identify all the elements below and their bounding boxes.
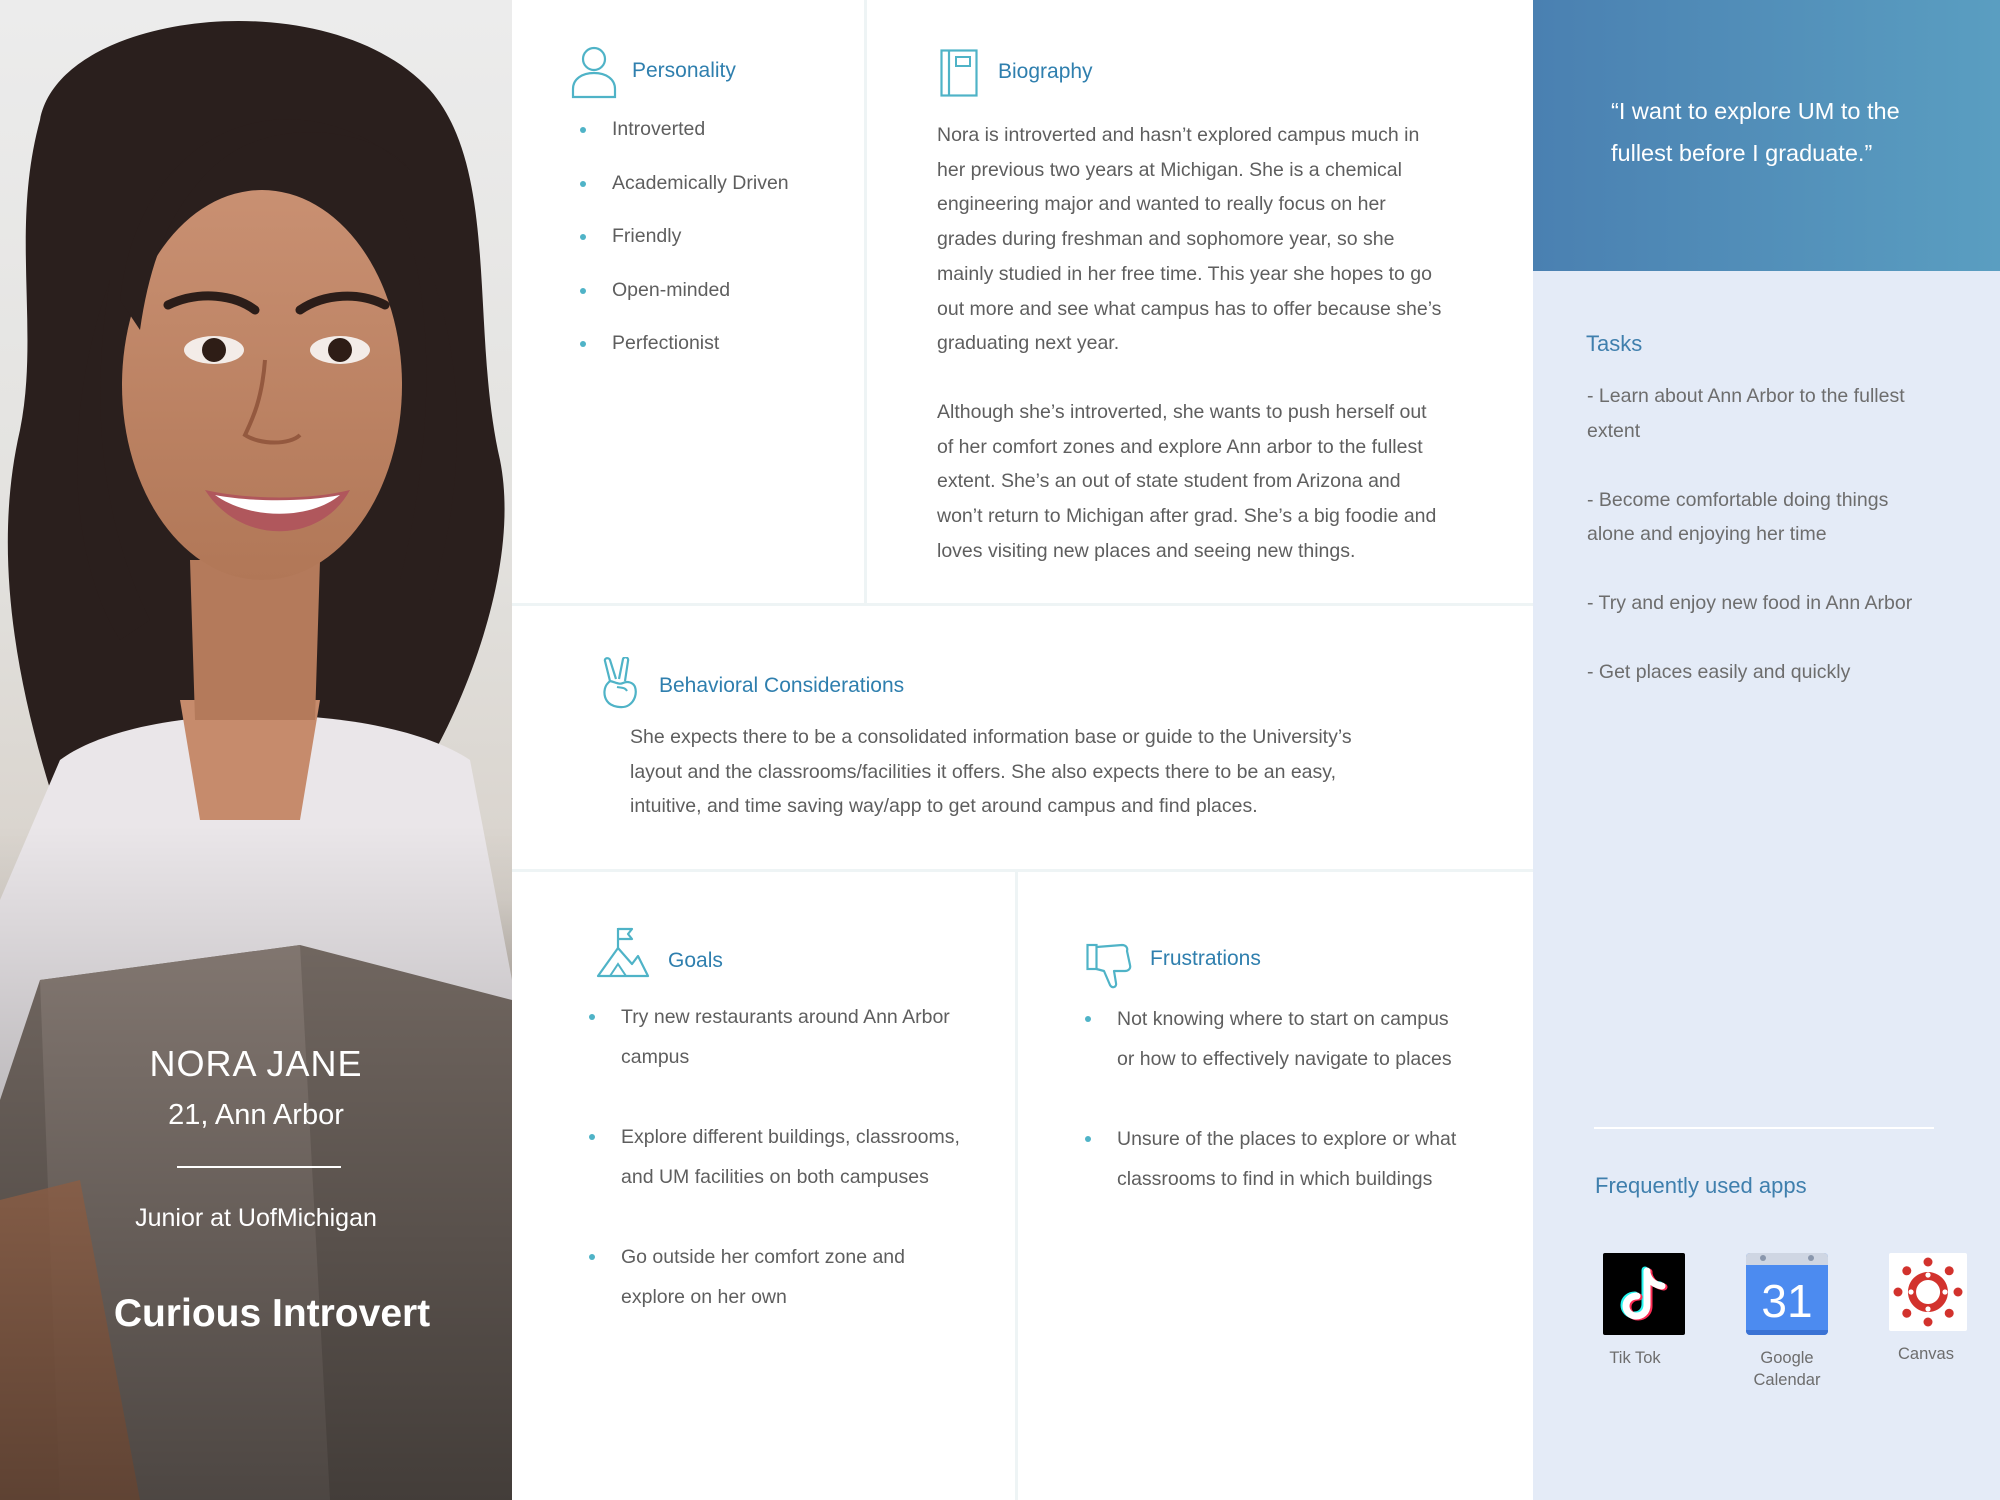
text-line: She expects there to be a consolidated information base or guide to the University’s (630, 726, 1352, 748)
text-line: and UM facilities on both campuses (621, 1166, 929, 1188)
biography-title: Biography (998, 60, 1093, 83)
text-line: mainly studied in her free time. This year she hopes to go (937, 262, 1432, 285)
text-line: - Learn about Ann Arbor to the fullest (1587, 385, 1905, 407)
book-icon (940, 49, 978, 97)
person-outline-icon (571, 45, 617, 99)
text-line: Nora is introverted and hasn’t explored campus much in (937, 124, 1420, 146)
text-line: extent. She’s an out of state student from Arizona and (937, 470, 1401, 493)
text-line: Calendar (1753, 1371, 1821, 1389)
goals-title: Goals (668, 949, 723, 972)
tasks-title: Tasks (1586, 331, 1643, 356)
persona-divider (177, 1166, 341, 1168)
text-line: engineering major and wanted to really focus on her (937, 193, 1386, 216)
list-item: Friendly (612, 223, 852, 277)
text-line: of her comfort zones and explore Ann arbor to the fullest (937, 435, 1423, 458)
personality-title: Personality (632, 59, 736, 82)
list-item: Perfectionist (612, 330, 852, 384)
text-line: grades during freshman and sophomore year, so she (937, 228, 1395, 251)
tasks-list (1587, 379, 1947, 724)
list-item (621, 1237, 1001, 1317)
text-line: alone and enjoying her time (1587, 523, 1827, 545)
text-line: “I want to explore UM to the (1611, 98, 1900, 124)
persona-archetype: Curious Introvert (113, 1292, 431, 1335)
quote-box (1533, 0, 2000, 271)
thumbs-down-icon (1086, 943, 1132, 989)
text-line: loves visiting new places and seeing new things. (937, 539, 1356, 562)
persona-role: Junior at UofMichigan (135, 1204, 377, 1232)
tiktok-icon (1603, 1253, 1685, 1335)
app-label: Canvas (1898, 1345, 1954, 1363)
list-item (1587, 586, 1947, 621)
google-calendar-icon (1746, 1253, 1828, 1335)
text-line: classrooms to find in which buildings (1117, 1168, 1433, 1190)
personality-list (612, 116, 852, 384)
text-line: Go outside her comfort zone and (621, 1246, 905, 1268)
list-item (621, 1117, 1001, 1197)
mountain-flag-icon (596, 926, 650, 978)
text-line: explore on her own (621, 1286, 787, 1308)
divider-personality-biography (864, 0, 867, 604)
list-item (1117, 1119, 1517, 1199)
text-line: won’t return to Michigan after grad. She’s a big foodie and (937, 505, 1437, 528)
text-line: - Become comfortable doing things (1587, 488, 1889, 511)
text-line: layout and the classrooms/facilities it offers. She also expects there to be an easy, (630, 760, 1336, 783)
text-line: - Try and enjoy new food in Ann Arbor (1587, 592, 1913, 614)
goals-list (621, 997, 1001, 1357)
list-item (1117, 999, 1517, 1079)
divider-top-behavioral (512, 603, 1533, 606)
biography-paragraph-2 (937, 395, 1497, 569)
app-tiktok (1589, 1253, 1699, 1369)
canvas-icon (1889, 1253, 1967, 1331)
text-line: extent (1587, 419, 1641, 442)
divider-goals-frustrations (1015, 871, 1018, 1500)
text-line: out more and see what campus has to offer because she’s (937, 297, 1442, 320)
list-item: Open-minded (612, 277, 852, 331)
text-line: Not knowing where to start on campus (1117, 1008, 1449, 1030)
text-line: fullest before I graduate.” (1611, 140, 1873, 166)
text-line: or how to effectively navigate to places (1117, 1048, 1452, 1070)
text-line: her previous two years at Michigan. She is a chemical (937, 158, 1402, 181)
divider-behavioral-goals (512, 869, 1533, 872)
app-canvas (1873, 1253, 1983, 1365)
list-item: Introverted (612, 116, 852, 170)
apps-title: Frequently used apps (1595, 1173, 1807, 1198)
text-line: Google (1760, 1349, 1814, 1367)
biography-paragraph-1 (937, 118, 1497, 361)
text-line: campus (621, 1046, 690, 1068)
list-item: Academically Driven (612, 170, 852, 224)
text-line: intuitive, and time saving way/app to get around campus and find places. (630, 795, 1258, 818)
peace-hand-icon (601, 657, 639, 709)
text-line: graduating next year. (937, 332, 1120, 355)
app-label: Tik Tok (1609, 1349, 1661, 1367)
text-line: Unsure of the places to explore or what (1117, 1128, 1457, 1150)
text-line: Try new restaurants around Ann Arbor (621, 1006, 950, 1028)
list-item (621, 997, 1001, 1077)
text-line: Although she’s introverted, she wants to push herself out (937, 401, 1427, 423)
calendar-day: 31 (1761, 1275, 1813, 1327)
list-item (1587, 379, 1947, 448)
list-item (1587, 655, 1947, 690)
persona-quote (1611, 90, 1951, 174)
persona-name: NORA JANE (149, 1043, 363, 1084)
apps-divider (1594, 1127, 1934, 1129)
app-google-calendar (1732, 1253, 1842, 1391)
text-line: - Get places easily and quickly (1587, 661, 1851, 683)
app-label (1732, 1347, 1842, 1391)
behavioral-title: Behavioral Considerations (659, 674, 905, 697)
frustrations-title: Frustrations (1150, 947, 1261, 970)
tasks-panel (1533, 271, 2000, 1500)
persona-photo (0, 0, 512, 1500)
persona-photo-panel (0, 0, 512, 1500)
persona-age-location: 21, Ann Arbor (168, 1099, 344, 1131)
text-line: Explore different buildings, classrooms, (621, 1126, 960, 1148)
frustrations-list (1117, 999, 1517, 1239)
behavioral-text (630, 720, 1490, 824)
list-item (1587, 483, 1947, 552)
